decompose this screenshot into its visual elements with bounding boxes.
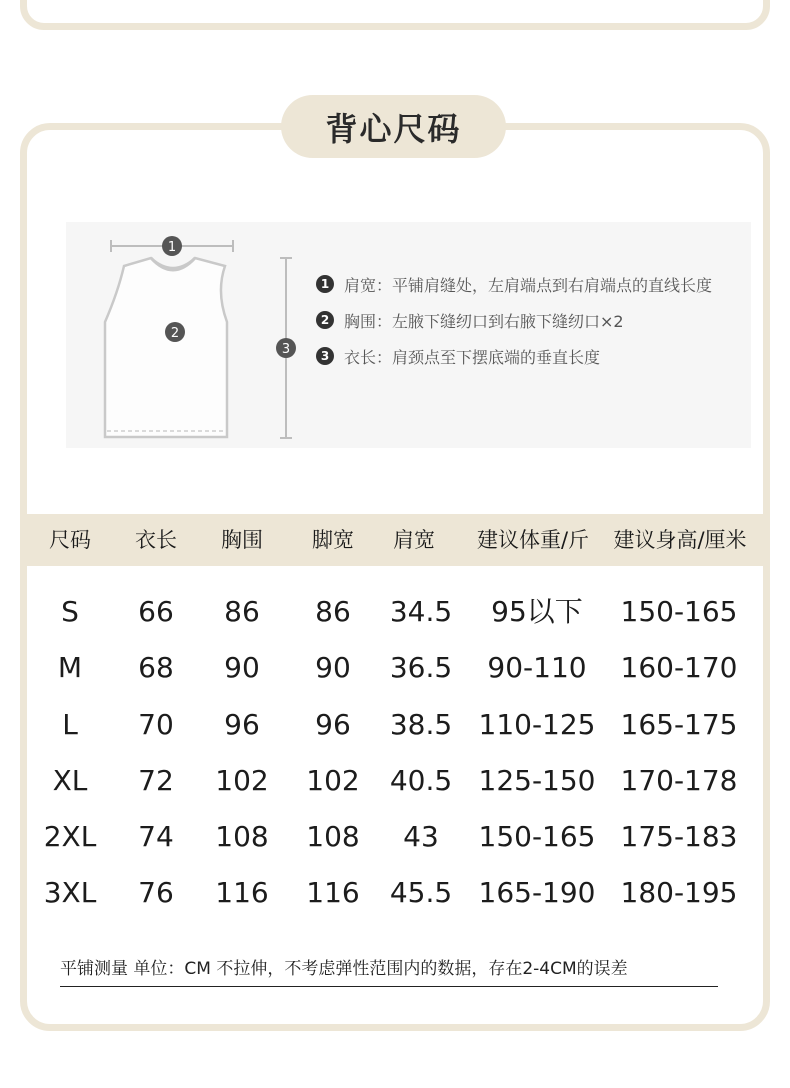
marker-3-icon <box>276 338 296 358</box>
cell-chest: 90 <box>224 651 260 684</box>
cell-hem: 90 <box>315 651 351 684</box>
cell-length: 72 <box>138 764 174 797</box>
legend-item <box>316 338 712 374</box>
header-height: 建议身高/厘米 <box>613 528 747 552</box>
measurement-footnote: 平铺测量 单位：CM 不拉伸，不考虑弹性范围内的数据，存在2-4CM的误差 <box>60 955 718 987</box>
cell-height: 175-183 <box>620 820 738 853</box>
cell-weight: 90-110 <box>487 651 587 684</box>
header-chest: 胸围 <box>221 528 263 552</box>
legend-item <box>316 266 712 302</box>
cell-size: M <box>57 651 83 684</box>
cell-length: 70 <box>138 708 174 741</box>
cell-shoulder: 43 <box>403 820 439 853</box>
legend-item <box>316 302 712 338</box>
cell-chest: 108 <box>215 820 269 853</box>
svg-text:3: 3 <box>281 342 291 357</box>
cell-size: 3XL <box>43 876 97 909</box>
cell-size: L <box>62 708 78 741</box>
svg-text:2: 2 <box>170 326 180 341</box>
cell-length: 68 <box>138 651 174 684</box>
svg-text:1: 1 <box>167 240 177 255</box>
cell-weight: 150-165 <box>478 820 596 853</box>
table-row <box>27 584 763 640</box>
table-row <box>27 809 763 865</box>
cell-height: 170-178 <box>620 764 738 797</box>
cell-shoulder: 38.5 <box>389 708 453 741</box>
header-weight: 建议体重/斤 <box>476 528 590 552</box>
measurement-legend <box>316 266 712 374</box>
marker-2-icon <box>165 322 185 342</box>
header-hem: 脚宽 <box>312 528 354 552</box>
legend-number-icon: 1 <box>316 275 334 293</box>
cell-height: 150-165 <box>620 595 738 628</box>
table-row <box>27 753 763 809</box>
table-header <box>27 514 763 566</box>
cell-chest: 86 <box>224 595 260 628</box>
section-title: 背心尺码 <box>281 95 506 158</box>
cell-height: 165-175 <box>620 708 738 741</box>
cell-shoulder: 36.5 <box>389 651 453 684</box>
cell-chest: 96 <box>224 708 260 741</box>
cell-length: 74 <box>138 820 174 853</box>
cell-hem: 108 <box>306 820 360 853</box>
table-row <box>27 865 763 921</box>
cell-hem: 116 <box>306 876 360 909</box>
previous-section-card <box>20 0 770 30</box>
legend-number-icon: 2 <box>316 311 334 329</box>
cell-length: 66 <box>138 595 174 628</box>
cell-weight: 95以下 <box>491 595 583 628</box>
cell-hem: 102 <box>306 764 360 797</box>
header-size: 尺码 <box>49 528 91 552</box>
marker-1-icon <box>162 236 182 256</box>
cell-chest: 102 <box>215 764 269 797</box>
vest-illustration <box>66 222 316 448</box>
vest-outline <box>105 258 227 437</box>
cell-size: S <box>61 595 79 628</box>
table-row <box>27 697 763 753</box>
cell-weight: 125-150 <box>478 764 596 797</box>
cell-size: 2XL <box>43 820 97 853</box>
cell-weight: 110-125 <box>478 708 596 741</box>
cell-hem: 96 <box>315 708 351 741</box>
cell-shoulder: 40.5 <box>389 764 453 797</box>
legend-text: 肩宽：平铺肩缝处，左肩端点到右肩端点的直线长度 <box>344 275 713 295</box>
cell-weight: 165-190 <box>478 876 596 909</box>
legend-number-icon: 3 <box>316 347 334 365</box>
cell-size: XL <box>52 764 88 797</box>
header-length: 衣长 <box>135 528 177 552</box>
legend-text: 衣长：肩颈点至下摆底端的垂直长度 <box>344 347 601 367</box>
cell-shoulder: 34.5 <box>389 595 453 628</box>
cell-length: 76 <box>138 876 174 909</box>
cell-hem: 86 <box>315 595 351 628</box>
header-shoulder: 肩宽 <box>393 528 435 552</box>
cell-height: 180-195 <box>620 876 738 909</box>
cell-chest: 116 <box>215 876 269 909</box>
cell-shoulder: 45.5 <box>389 876 453 909</box>
measurement-diagram <box>66 222 751 448</box>
cell-height: 160-170 <box>620 651 738 684</box>
legend-text: 胸围：左腋下缝纫口到右腋下缝纫口×2 <box>344 311 624 331</box>
table-row <box>27 640 763 696</box>
